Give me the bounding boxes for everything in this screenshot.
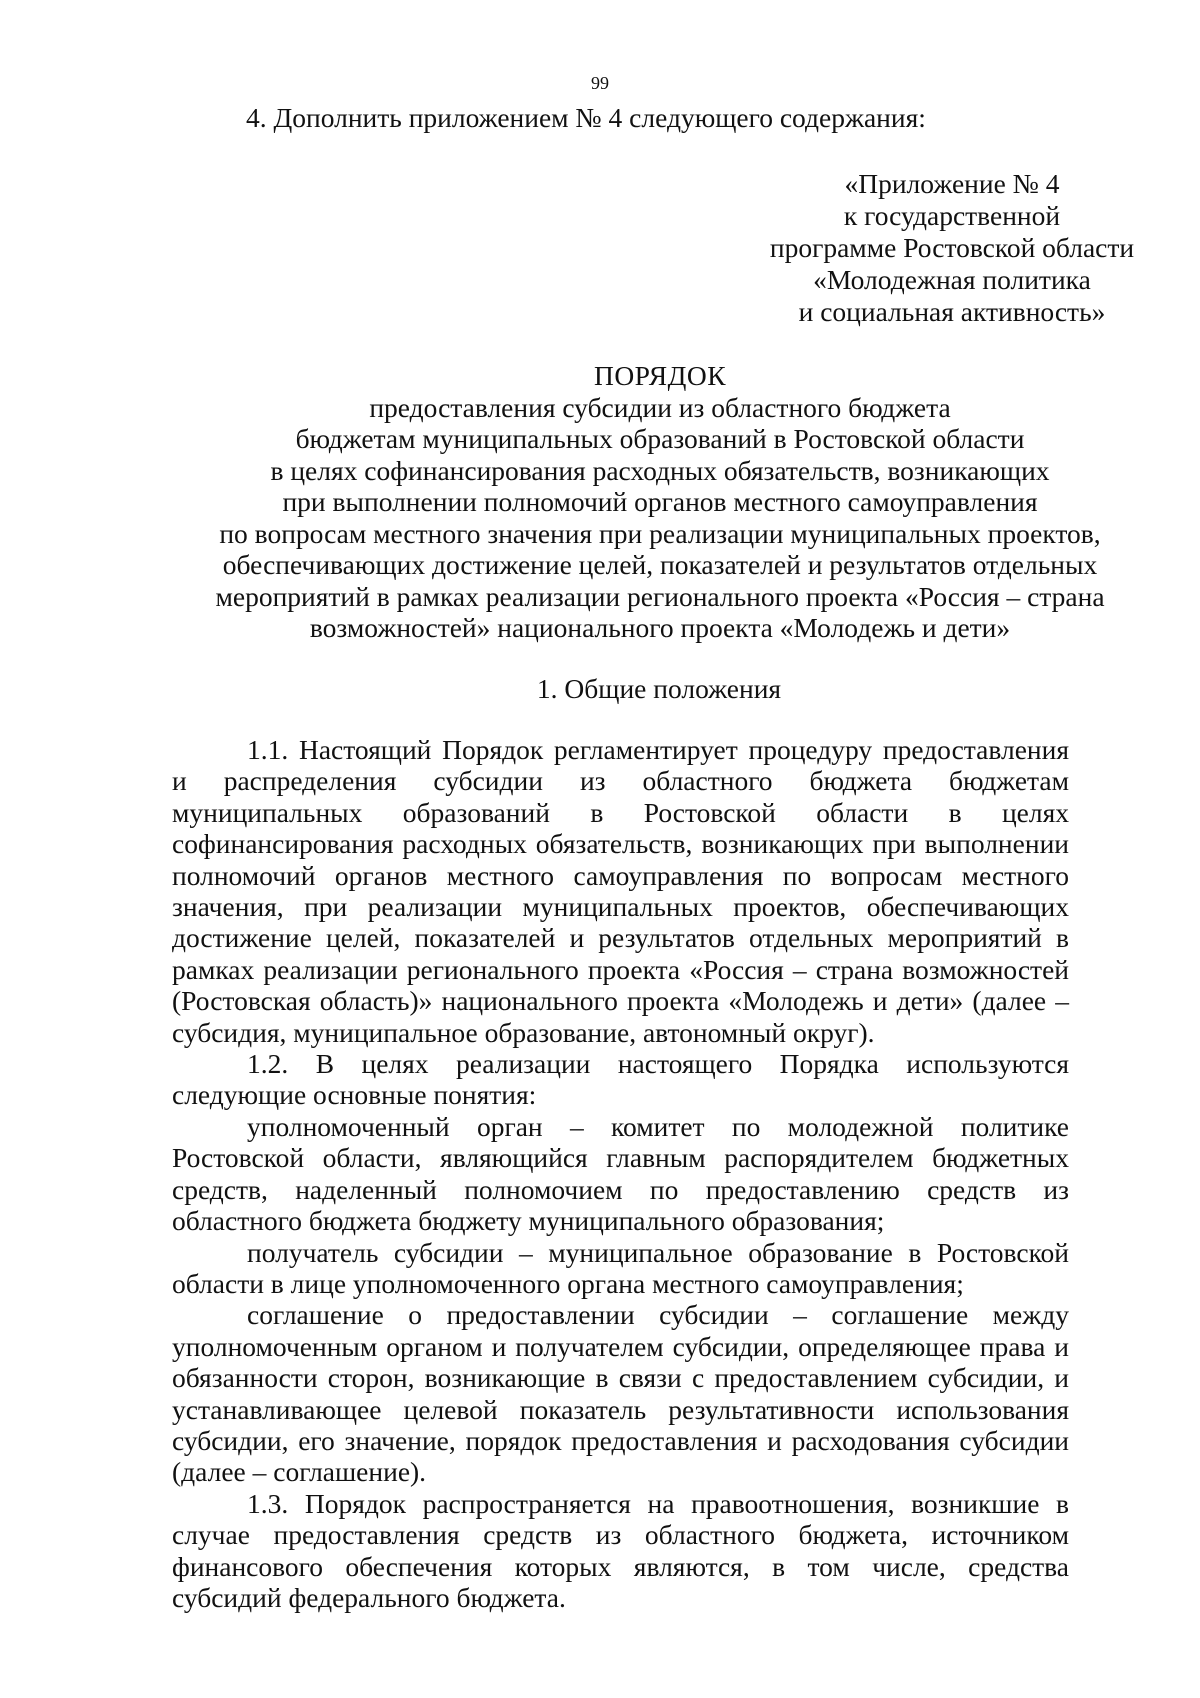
paragraph: получатель субсидии – муниципальное образование в Ростовской области в лице уполномоченного органа местного самоуправления; (172, 1236, 1069, 1299)
title-line: мероприятий в рамках реализации регионального проекта «Россия – страна (215, 580, 1105, 612)
title-line: предоставления субсидии из областного бюджета (369, 391, 951, 423)
paragraph: соглашение о предоставлении субсидии – соглашение между уполномоченным органом и получателем субсидии, определяющее права и обязанности сторон, возникающие в связи с предоставлением субсидии, и устанавливающее целевой показатель результативности использования субсидии, его значение, порядок предоставления и расходования субсидии (далее – соглашение). (172, 1299, 1069, 1488)
title-line: бюджетам муниципальных образований в Ростовской области (295, 423, 1025, 454)
title-line: при выполнении полномочий органов местного самоуправления (282, 486, 1038, 517)
appendix-line: «Молодежная политика (813, 264, 1091, 295)
appendix-header (757, 168, 1147, 328)
appendix-line: «Приложение № 4 (844, 168, 1060, 199)
title-line: обеспечивающих достижение целей, показателей и результатов отдельных (222, 549, 1098, 580)
page-number: 99 (591, 73, 609, 93)
section-heading: 1. Общие положения (536, 673, 782, 704)
body-text (172, 734, 1069, 1613)
title-line: в целях софинансирования расходных обязательств, возникающих (270, 454, 1050, 486)
paragraph: 1.1. Настоящий Порядок регламентирует процедуру предоставления и распределения субсидии из областного бюджета бюджетам муниципальных образований в Ростовской области в целях софинансирования расходных обязательств, возникающих при выполнении полномочий органов местного самоуправления по вопросам местного значения, при реализации муниципальных проектов, обеспечивающих достижение целей, показателей и результатов отдельных мероприятий в рамках реализации регионального проекта «Россия – страна возможностей (Ростовская область)» национального проекта «Молодежь и дети» (далее – субсидия, муниципальное образование, автономный округ). (172, 734, 1069, 1048)
paragraph: 1.2. В целях реализации настоящего Порядка используются следующие основные понятия: (172, 1048, 1069, 1111)
appendix-line: программе Ростовской области (769, 232, 1135, 263)
lead-sentence: 4. Дополнить приложением № 4 следующего содержания: (246, 102, 926, 133)
appendix-line: и социальная активность» (798, 296, 1106, 327)
document-title (160, 360, 1160, 644)
title-line: по вопросам местного значения при реализации муниципальных проектов, (219, 517, 1101, 549)
title-heading: ПОРЯДОК (593, 360, 727, 391)
paragraph: 1.3. Порядок распространяется на правоотношения, возникшие в случае предоставления средств из областного бюджета, источником финансового обеспечения которых являются, в том числе, средства субсидий федерального бюджета. (172, 1487, 1069, 1613)
title-line: возможностей» национального проекта «Молодежь и дети» (309, 612, 1011, 643)
appendix-line: к государственной (843, 200, 1061, 231)
paragraph: уполномоченный орган – комитет по молодежной политике Ростовской области, являющийся главным распорядителем бюджетных средств, наделенный полномочием по предоставлению средств из областного бюджета бюджету муниципального образования; (172, 1110, 1069, 1237)
